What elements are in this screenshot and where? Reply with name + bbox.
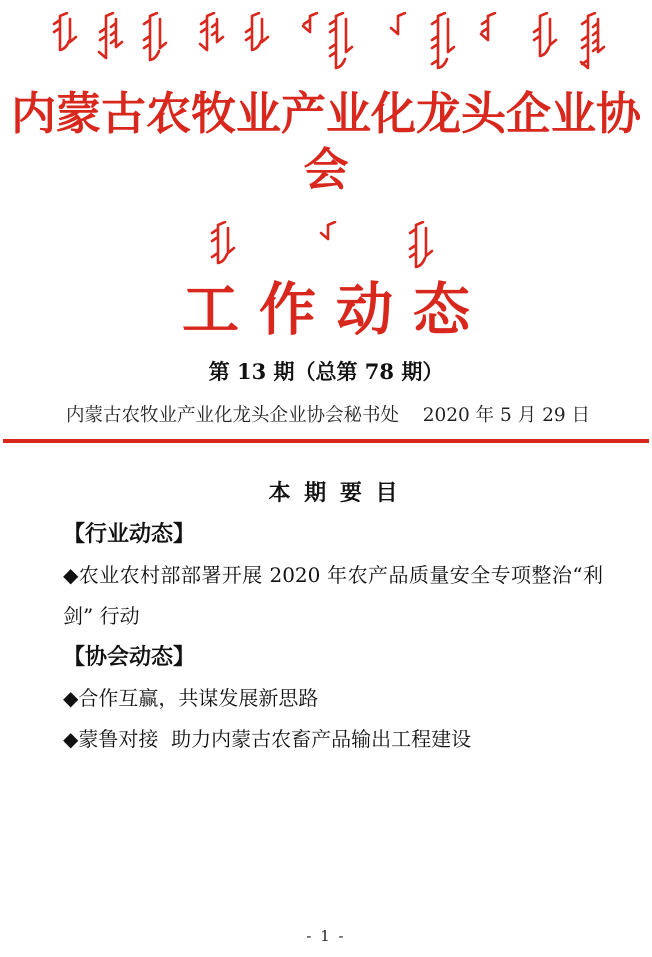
masthead-divider-rule: [3, 439, 649, 443]
masthead-meta-row: [0, 403, 652, 429]
section-label-industry-news: 【行业动态】: [63, 521, 196, 547]
toc-item-association-1: ◆合作互赢，共谋发展新思路: [63, 685, 319, 710]
mongolian-script-mid-row-icon: [0, 221, 652, 275]
toc-item-association-2: ◆蒙鲁对接 助力内蒙古农畜产品输出工程建设: [63, 726, 472, 751]
table-of-contents: [0, 473, 652, 760]
bulletin-title: 工作动态: [182, 275, 490, 343]
issue-number-line: 第 13 期（总第 78 期）: [208, 359, 444, 385]
toc-item-industry-1: ◆农业农村部部署开展 2020 年农产品质量安全专项整治“利剑” 行动: [63, 562, 603, 628]
toc-heading: 本 期 要 目: [268, 480, 398, 506]
publisher-name: 内蒙古农牧业产业化龙头企业协会秘书处: [66, 405, 400, 427]
section-label-association-news: 【协会动态】: [63, 644, 196, 670]
mongolian-script-top-row-icon: [0, 12, 652, 78]
page-number: - 1 -: [306, 927, 346, 945]
organization-title: 内蒙古农牧业产业化龙头企业协会: [10, 87, 641, 197]
publish-date: 2020 年 5 月 29 日: [422, 405, 590, 427]
